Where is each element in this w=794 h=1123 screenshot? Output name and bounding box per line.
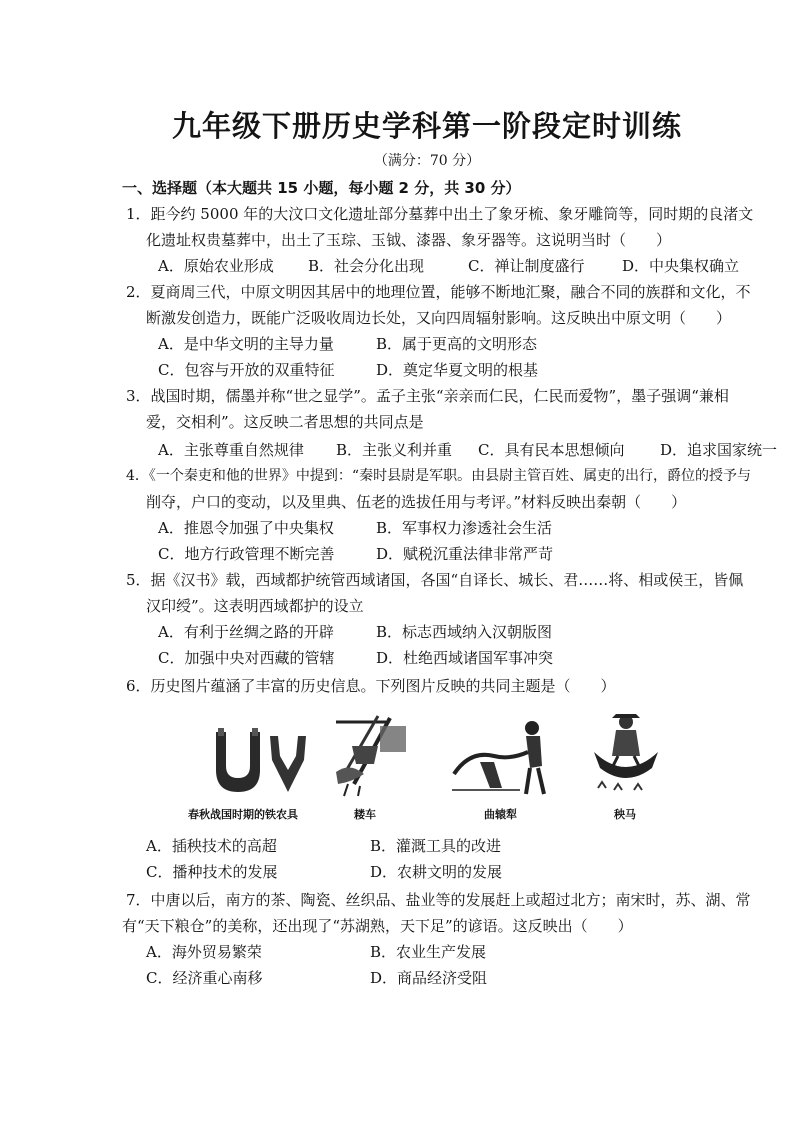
q5-option-b: B．标志西域纳入汉朝版图 [376,623,553,641]
seed-drill-image [330,712,410,798]
q2-option-c: C．包容与开放的双重特征 [158,361,335,379]
q7-option-a: A．海外贸易繁荣 [146,943,262,961]
section-heading: 一、选择题（本大题共 15 小题，每小题 2 分，共 30 分） [122,179,521,197]
caption-seedling-horse: 秧马 [614,808,636,821]
q1-option-b: B．社会分化出现 [308,257,425,275]
q7-option-d: D．商品经济受阻 [370,969,488,987]
iron-farm-tools-image [210,726,320,798]
full-score-note: （满分：70 分） [373,153,481,169]
q4-option-d: D．赋税沉重法律非常严苛 [376,545,554,563]
caption-iron-tools: 春秋战国时期的铁农具 [188,808,298,821]
q6-option-d: D．农耕文明的发展 [370,863,503,881]
q6-option-c: C．播种技术的发展 [146,863,278,881]
q5-option-d: D．杜绝西域诸国军事冲突 [376,649,554,667]
q1-line-1: 1．距今约 5000 年的大汶口文化遗址部分墓葬中出土了象牙梳、象牙雕筒等，同时期的良渚文 [126,205,754,223]
q6-line-1: 6．历史图片蕴涵了丰富的历史信息。下列图片反映的共同主题是（ ） [126,677,616,695]
q1-line-2: 化遗址权贵墓葬中，出土了玉琮、玉钺、漆器、象牙器等。这说明当时（ ） [146,231,672,249]
q4-line-2: 削夺，户口的变动，以及里典、伍老的选拔任用与考评。”材料反映出秦朝（ ） [146,493,687,511]
q6-figures [180,712,680,822]
q2-line-2: 断激发创造力，既能广泛吸收周边长处，又向四周辐射影响。这反映出中原文明（ ） [146,309,732,327]
q4-option-b: B．军事权力渗透社会生活 [376,519,553,537]
q1-option-d: D．中央集权确立 [622,257,740,275]
q3-option-a: A．主张尊重自然规律 [158,441,304,459]
caption-seed-drill: 耧车 [354,808,376,821]
seedling-horse-image [590,712,662,798]
q5-option-c: C．加强中央对西藏的管辖 [158,649,335,667]
q3-option-d: D．追求国家统一 [660,441,778,459]
q5-option-a: A．有利于丝绸之路的开辟 [158,623,334,641]
q4-option-c: C．地方行政管理不断完善 [158,545,335,563]
q3-option-b: B．主张义利并重 [336,441,453,459]
q7-line-2: 有“天下粮仓”的美称，还出现了“苏湖熟，天下足”的谚语。这反映出（ ） [122,917,633,935]
q2-option-b: B．属于更高的文明形态 [376,335,538,353]
q2-option-a: A．是中华文明的主导力量 [158,335,334,353]
q3-line-1: 3．战国时期，儒墨并称“世之显学”。孟子主张“亲亲而仁民，仁民而爱物”，墨子强调“兼相 [126,387,729,405]
q4-option-a: A．推恩令加强了中央集权 [158,519,334,537]
q5-line-1: 5．据《汉书》载，西域都护统管西域诸国，各国“自译长、城长、君……将、相或侯王，皆佩 [126,571,744,589]
q3-option-c: C．具有民本思想倾向 [478,441,625,459]
q1-option-c: C．禅让制度盛行 [468,257,585,275]
q1-option-a: A．原始农业形成 [158,257,274,275]
page-title: 九年级下册历史学科第一阶段定时训练 [171,109,682,143]
caption-curved-plough: 曲辕犁 [484,808,517,821]
q2-line-1: 2．夏商周三代，中原文明因其居中的地理位置，能够不断地汇聚，融合不同的族群和文化，不 [126,283,751,301]
q6-option-a: A．插秧技术的高超 [146,837,277,855]
q7-option-b: B．农业生产发展 [370,943,487,961]
q4-line-1: 4．《一个秦吏和他的世界》中提到：“秦时县尉是军职。由县尉主管百姓、属吏的出行，爵位的授予与 [126,468,752,484]
curved-plough-image [450,716,550,798]
q6-option-b: B．灌溉工具的改进 [370,837,502,855]
q5-line-2: 汉印绶”。这表明西域都护的设立 [146,597,364,615]
q3-line-2: 爱，交相利”。这反映二者思想的共同点是 [146,413,424,431]
q7-line-1: 7．中唐以后，南方的茶、陶瓷、丝织品、盐业等的发展赶上或超过北方；南宋时，苏、湖、常 [126,891,751,909]
q2-option-d: D．奠定华夏文明的根基 [376,361,539,379]
q7-option-c: C．经济重心南移 [146,969,263,987]
